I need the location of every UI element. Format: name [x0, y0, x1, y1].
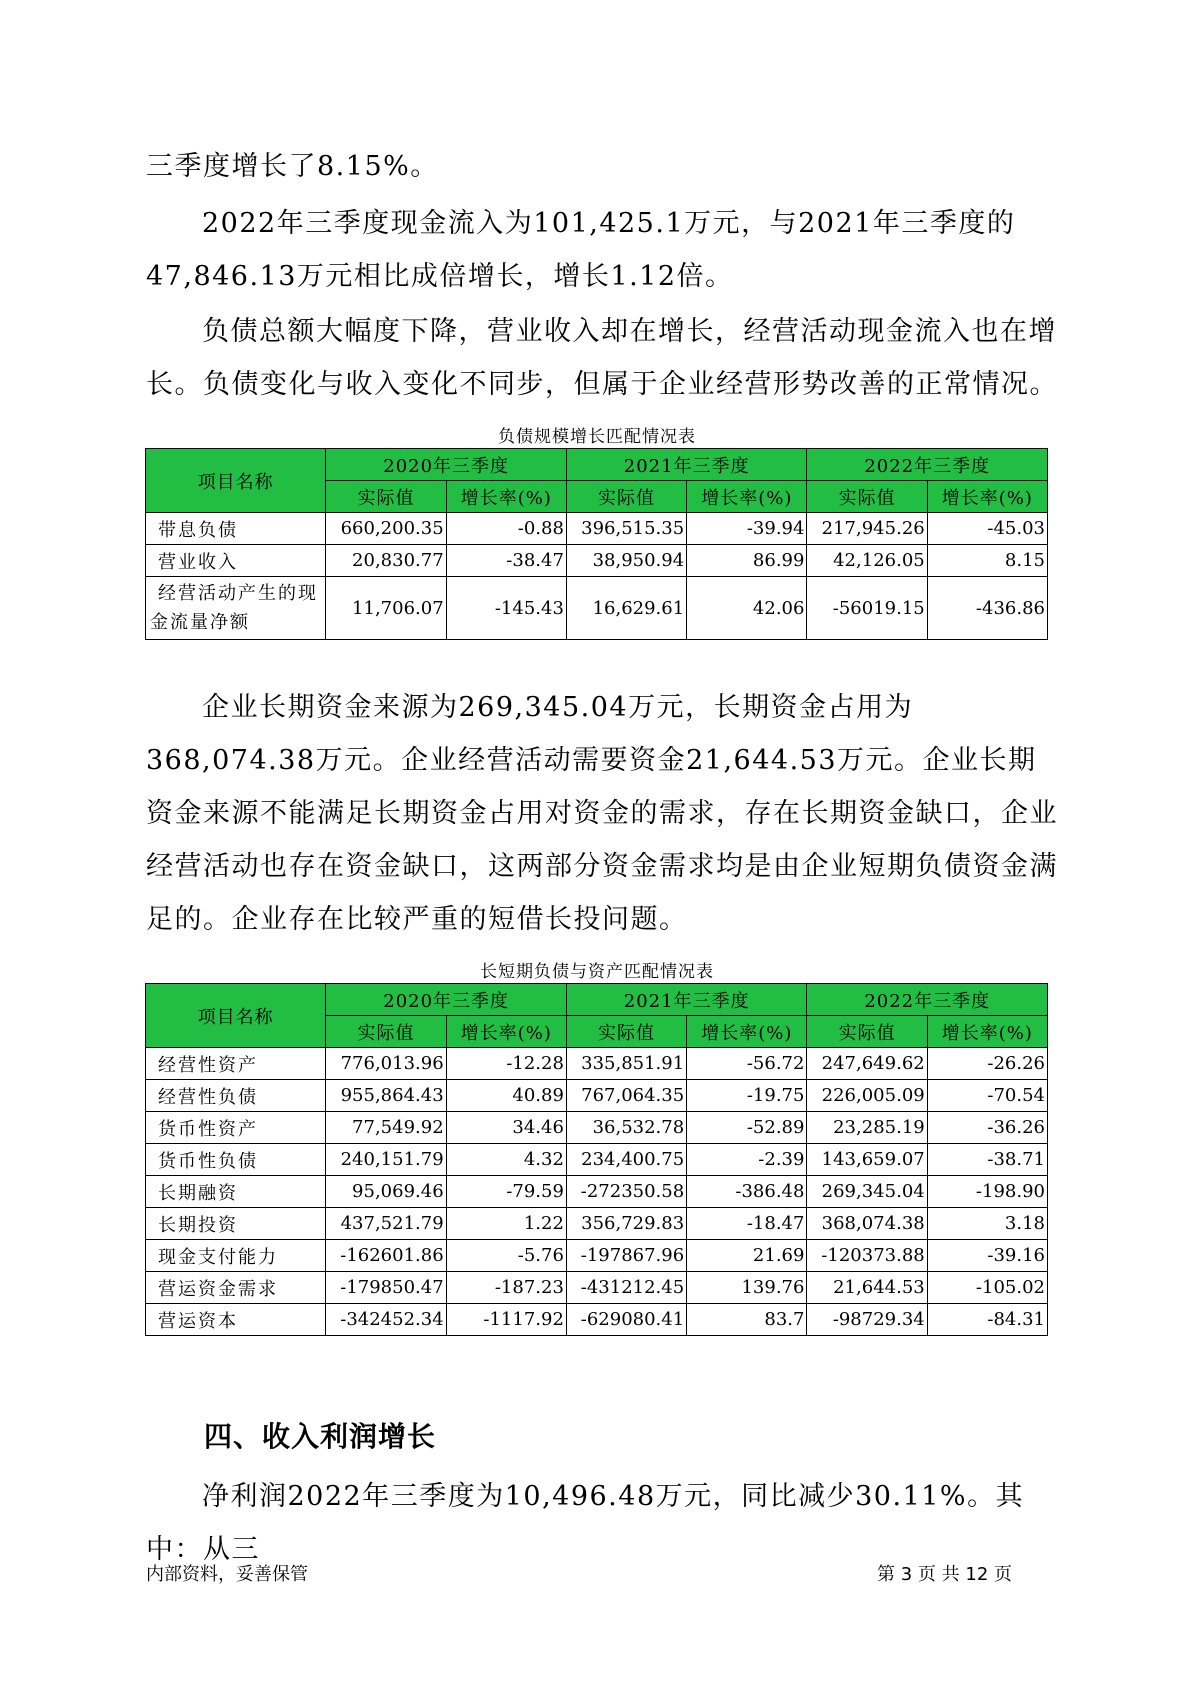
table-cell: -38.71: [927, 1144, 1047, 1176]
row-label: 货币性资产: [146, 1112, 326, 1144]
table-cell: 42.06: [687, 577, 807, 640]
table-cell: -1117.92: [446, 1304, 566, 1336]
page-label-mid: 页 共: [917, 1564, 960, 1585]
period-header-2020: 2020年三季度: [326, 984, 567, 1016]
row-label: 营运资金需求: [146, 1272, 326, 1304]
table-row: [146, 577, 1048, 640]
row-label-line2: 金流量净额: [150, 612, 250, 633]
period-header-2021: 2021年三季度: [566, 984, 807, 1016]
table-cell: -2.39: [687, 1144, 807, 1176]
table-cell: 77,549.92: [326, 1112, 446, 1144]
table-cell: 767,064.35: [566, 1080, 686, 1112]
table-cell: 11,706.07: [326, 577, 446, 640]
row-label: 营运资本: [146, 1304, 326, 1336]
paragraph-long-term-funding: 企业长期资金来源为269,345.04万元，长期资金占用为368,074.38万元。企业经营活动需要资金21,644.53万元。企业长期资金来源不能满足长期资金占用对资金的需求，存在长期资金缺口，企业经营活动也存在资金缺口，这两部分资金需求均是由企业短期负债资金满足的。企业存在比较严重的短借长投问题。: [146, 692, 1058, 935]
actual-value-header: 实际值: [566, 1016, 686, 1048]
actual-value-header: 实际值: [326, 1016, 446, 1048]
page-label-prefix: 第: [877, 1564, 895, 1585]
table-cell: -84.31: [927, 1304, 1047, 1336]
table-cell: 269,345.04: [807, 1176, 927, 1208]
table-cell: 776,013.96: [326, 1048, 446, 1080]
table-cell: -38.47: [446, 545, 566, 577]
table-cell: 234,400.75: [566, 1144, 686, 1176]
growth-rate-header: 增长率(%): [927, 481, 1047, 513]
table-cell: -145.43: [446, 577, 566, 640]
row-label: 现金支付能力: [146, 1240, 326, 1272]
paragraph-cash-inflow: 2022年三季度现金流入为101,425.1万元，与2021年三季度的47,846.13万元相比成倍增长，增长1.12倍。: [146, 208, 1016, 292]
table-cell: 396,515.35: [566, 513, 686, 545]
current-page: 3: [900, 1564, 913, 1585]
table-row: [146, 513, 1048, 545]
period-header-2022: 2022年三季度: [807, 984, 1048, 1016]
table2-caption: 长短期负债与资产匹配情况表: [480, 962, 714, 982]
table-row: [146, 545, 1048, 577]
table-row: [146, 1080, 1048, 1112]
table-cell: 40.89: [446, 1080, 566, 1112]
table-cell: 143,659.07: [807, 1144, 927, 1176]
table-cell: 247,649.62: [807, 1048, 927, 1080]
table-cell: 3.18: [927, 1208, 1047, 1240]
section-heading: 四、收入利润增长: [204, 1420, 437, 1453]
row-label: 经营性负债: [146, 1080, 326, 1112]
table-cell: -162601.86: [326, 1240, 446, 1272]
table-cell: -12.28: [446, 1048, 566, 1080]
table-cell: 368,074.38: [807, 1208, 927, 1240]
row-label: 货币性负债: [146, 1144, 326, 1176]
table-row: [146, 1304, 1048, 1336]
table-cell: -52.89: [687, 1112, 807, 1144]
period-header-2020: 2020年三季度: [326, 449, 567, 481]
table-cell: 139.76: [687, 1272, 807, 1304]
table-cell: 21.69: [687, 1240, 807, 1272]
table-cell: 16,629.61: [566, 577, 686, 640]
table-row: [146, 1272, 1048, 1304]
row-label-line1: 经营活动产生的现: [158, 583, 318, 604]
row-label: 带息负债: [146, 513, 326, 545]
row-label: 长期融资: [146, 1176, 326, 1208]
paragraph-continuation: 三季度增长了8.15%。: [146, 151, 439, 182]
table-cell: -120373.88: [807, 1240, 927, 1272]
paragraph-debt-change: 负债总额大幅度下降，营业收入却在增长，经营活动现金流入也在增长。负债变化与收入变化不同步，但属于企业经营形势改善的正常情况。: [146, 316, 1058, 400]
table-row: [146, 1240, 1048, 1272]
table-cell: -386.48: [687, 1176, 807, 1208]
table-cell: 955,864.43: [326, 1080, 446, 1112]
actual-value-header: 实际值: [807, 481, 927, 513]
table-cell: -45.03: [927, 513, 1047, 545]
table-row: [146, 1144, 1048, 1176]
table1-caption: 负债规模增长匹配情况表: [498, 427, 696, 447]
actual-value-header: 实际值: [326, 481, 446, 513]
total-pages: 12: [965, 1564, 989, 1585]
table-cell: -56019.15: [807, 577, 927, 640]
actual-value-header: 实际值: [807, 1016, 927, 1048]
row-label: 营业收入: [146, 545, 326, 577]
period-header-2021: 2021年三季度: [566, 449, 807, 481]
table-cell: -39.94: [687, 513, 807, 545]
table-cell: 95,069.46: [326, 1176, 446, 1208]
row-label: 经营性资产: [146, 1048, 326, 1080]
table-cell: 34.46: [446, 1112, 566, 1144]
table-cell: 240,151.79: [326, 1144, 446, 1176]
row-label: 长期投资: [146, 1208, 326, 1240]
table-cell: -198.90: [927, 1176, 1047, 1208]
table-row: [146, 1048, 1048, 1080]
table-cell: -272350.58: [566, 1176, 686, 1208]
growth-rate-header: 增长率(%): [927, 1016, 1047, 1048]
liability-asset-match-table: [145, 983, 1048, 1336]
table-cell: 8.15: [927, 545, 1047, 577]
actual-value-header: 实际值: [566, 481, 686, 513]
table-cell: -105.02: [927, 1272, 1047, 1304]
table-cell: -0.88: [446, 513, 566, 545]
table-cell: -342452.34: [326, 1304, 446, 1336]
growth-rate-header: 增长率(%): [446, 481, 566, 513]
table-cell: 23,285.19: [807, 1112, 927, 1144]
page-label-suffix: 页: [994, 1564, 1013, 1585]
table-cell: 437,521.79: [326, 1208, 446, 1240]
table-cell: -79.59: [446, 1176, 566, 1208]
table-cell: 36,532.78: [566, 1112, 686, 1144]
table-cell: -39.16: [927, 1240, 1047, 1272]
table-cell: -56.72: [687, 1048, 807, 1080]
debt-scale-growth-table: [145, 448, 1048, 640]
table-cell: -431212.45: [566, 1272, 686, 1304]
table-cell: 217,945.26: [807, 513, 927, 545]
table-cell: 226,005.09: [807, 1080, 927, 1112]
table-cell: -18.47: [687, 1208, 807, 1240]
table-row: [146, 1176, 1048, 1208]
table-cell: 1.22: [446, 1208, 566, 1240]
footer-confidential-note: 内部资料，妥善保管: [146, 1564, 308, 1585]
paragraph-net-profit: 净利润2022年三季度为10,496.48万元，同比减少30.11%。其中：从三: [146, 1481, 1025, 1565]
table-cell: 4.32: [446, 1144, 566, 1176]
table-cell: -19.75: [687, 1080, 807, 1112]
item-name-header: 项目名称: [146, 449, 326, 513]
table-row: [146, 1208, 1048, 1240]
table-cell: -629080.41: [566, 1304, 686, 1336]
table-cell: -5.76: [446, 1240, 566, 1272]
table-cell: 42,126.05: [807, 545, 927, 577]
table-cell: -70.54: [927, 1080, 1047, 1112]
table-cell: 38,950.94: [566, 545, 686, 577]
table-cell: 660,200.35: [326, 513, 446, 545]
table-cell: -98729.34: [807, 1304, 927, 1336]
period-header-2022: 2022年三季度: [807, 449, 1048, 481]
table-cell: 21,644.53: [807, 1272, 927, 1304]
table-row: [146, 1112, 1048, 1144]
row-label: [146, 577, 326, 640]
table-cell: -197867.96: [566, 1240, 686, 1272]
table-cell: -187.23: [446, 1272, 566, 1304]
table-cell: 335,851.91: [566, 1048, 686, 1080]
table-cell: -179850.47: [326, 1272, 446, 1304]
table-cell: 20,830.77: [326, 545, 446, 577]
growth-rate-header: 增长率(%): [446, 1016, 566, 1048]
table-cell: 356,729.83: [566, 1208, 686, 1240]
table-cell: 83.7: [687, 1304, 807, 1336]
table-cell: -26.26: [927, 1048, 1047, 1080]
item-name-header: 项目名称: [146, 984, 326, 1048]
table-cell: -436.86: [927, 577, 1047, 640]
growth-rate-header: 增长率(%): [687, 1016, 807, 1048]
table-cell: 86.99: [687, 545, 807, 577]
footer-page-number: [877, 1560, 1012, 1586]
table-cell: -36.26: [927, 1112, 1047, 1144]
growth-rate-header: 增长率(%): [687, 481, 807, 513]
